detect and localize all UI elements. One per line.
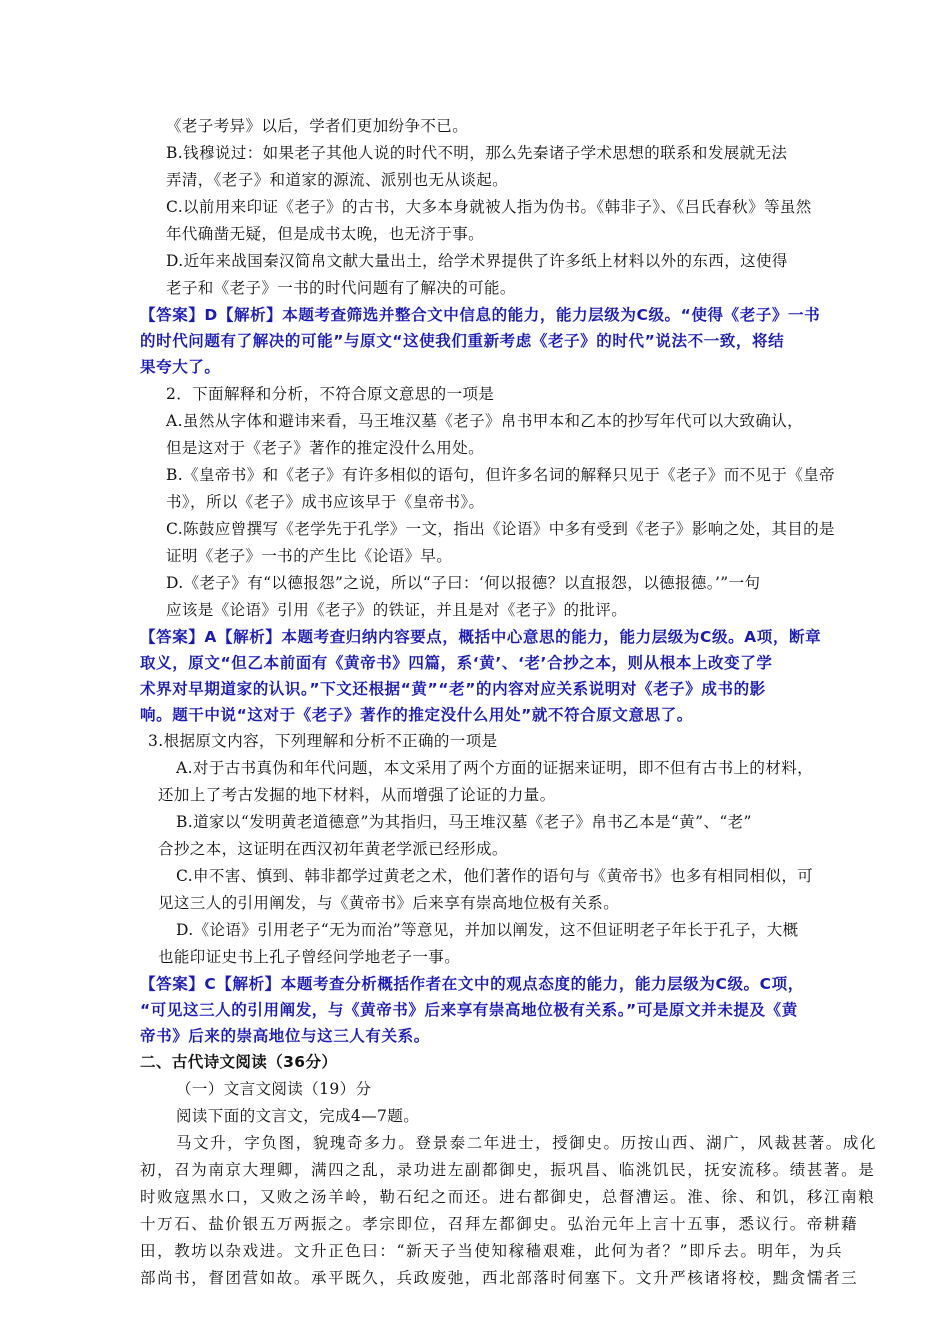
text-line: B.道家以“发明黄老道德意”为其指归，马王堆汉墓《老子》帛书乙本是“黄”、“老”	[176, 813, 752, 831]
text-line: 也能印证史书上孔子曾经问学地老子一事。	[158, 948, 461, 966]
answer-line: 【答案】C【解析】本题考查分析概括作者在文中的观点态度的能力，能力层级为C级。C项，	[140, 975, 804, 993]
text-line: C.陈鼓应曾撰写《老学先于孔学》一文，指出《论语》中多有受到《老子》影响之处，其目的是	[166, 520, 835, 538]
text-line: 马文升，字负图，貌瑰奇多力。登景泰二年进士，授御史。历按山西、湖广，风裁甚著。成化	[176, 1134, 878, 1152]
text-line: 证明《老子》一书的产生比《论语》早。	[166, 547, 453, 565]
text-line: 还加上了考古发掘的地下材料，从而增强了论证的力量。	[158, 786, 556, 804]
text-line: D.近年来战国秦汉简帛文献大量出土，给学术界提供了许多纸上材料以外的东西，这使得	[166, 252, 788, 270]
text-line: B.钱穆说过：如果老子其他人说的时代不明，那么先秦诸子学术思想的联系和发展就无法	[166, 144, 788, 162]
text-line: （一）文言文阅读（19）分	[176, 1080, 372, 1098]
text-line: 田，教坊以杂戏进。文升正色曰：“新天子当使知稼穑艰难，此何为者？”即斥去。明年，为兵	[140, 1242, 844, 1260]
answer-line: 果夸大了。	[140, 358, 221, 376]
answer-line: 术界对早期道家的认识。”下文还根据“黄”“老”的内容对应关系说明对《老子》成书的影	[140, 680, 766, 698]
text-line: 初，召为南京大理卿，满四之乱，录功进左副都御史，振巩昌、临洮饥民，抚安流移。绩甚著。是	[140, 1161, 876, 1179]
text-line: 老子和《老子》一书的时代问题有了解决的可能。	[166, 279, 516, 297]
text-line: 年代确凿无疑，但是成书太晚，也无济于事。	[166, 225, 485, 243]
text-line: 但是这对于《老子》著作的推定没什么用处。	[166, 439, 485, 457]
answer-line: 取义，原文“但乙本前面有《黄帝书》四篇，系‘黄’、‘老’合抄之本，则从根本上改变了学	[140, 654, 773, 672]
answer-line: 响。题干中说“这对于《老子》著作的推定没什么用处”就不符合原文意思了。	[140, 706, 693, 724]
text-line: 合抄之本，这证明在西汉初年黄老学派已经形成。	[158, 840, 508, 858]
answer-line: “可见这三人的引用阐发，与《黄帝书》后来享有崇高地位极有关系。”可是原文并未提及《黄	[140, 1001, 798, 1019]
text-line: 书》，所以《老子》成书应该早于《皇帝书》。	[166, 493, 485, 511]
text-line: 见这三人的引用阐发，与《黄帝书》后来享有崇高地位极有关系。	[158, 894, 620, 912]
text-line: 十万石、盐价银五万两振之。孝宗即位，召拜左都御史。弘治元年上言十五事，悉议行。帝耕藉	[140, 1215, 859, 1233]
text-line: 时败寇黑水口，又败之汤羊岭，勒石纪之而还。进右都御史，总督漕运。淮、徐、和饥，移江南粮	[140, 1188, 876, 1206]
text-line: A.对于古书真伪和年代问题，本文采用了两个方面的证据来证明，即不但有古书上的材料，	[176, 759, 814, 777]
answer-line: 【答案】D【解析】本题考查筛选并整合文中信息的能力，能力层级为C级。“使得《老子》一书	[140, 306, 821, 324]
text-line: 《老子考异》以后，学者们更加纷争不已。	[166, 117, 469, 135]
text-line: B.《皇帝书》和《老子》有许多相似的语句，但许多名词的解释只见于《老子》而不见于《皇帝	[166, 466, 836, 484]
text-line: 弄清，《老子》和道家的源流、派别也无从谈起。	[166, 171, 509, 189]
text-line: C.以前用来印证《老子》的古书，大多本身就被人指为伪书。《韩非子》、《吕氏春秋》等虽然	[166, 198, 812, 216]
text-line: 部尚书，督团营如故。承平既久，兵政废弛，西北部落时伺塞下。文升严核诸将校，黜贪懦者三	[140, 1269, 859, 1287]
answer-line: 【答案】A【解析】本题考查归纳内容要点，概括中心意思的能力，能力层级为C级。A项，断章	[140, 628, 822, 646]
answer-line: 的时代问题有了解决的可能”与原文“这使我们重新考虑《老子》的时代”说法不一致，将结	[140, 332, 785, 350]
text-line: A.虽然从字体和避讳来看，马王堆汉墓《老子》帛书甲本和乙本的抄写年代可以大致确认，	[166, 412, 804, 430]
text-line: 阅读下面的文言文，完成4—7题。	[176, 1107, 420, 1125]
text-line: 2．下面解释和分析，不符合原文意思的一项是	[166, 385, 495, 403]
text-line: D.《老子》有“以德报怨”之说，所以“子曰：‘何以报德？以直报怨，以德报德。’”一句	[166, 574, 761, 592]
text-line: C.申不害、慎到、韩非都学过黄老之术，他们著作的语句与《黄帝书》也多有相同相似，可	[176, 867, 814, 885]
text-line: 应该是《论语》引用《老子》的铁证，并且是对《老子》的批评。	[166, 601, 628, 619]
text-line: 3.根据原文内容，下列理解和分析不正确的一项是	[148, 732, 498, 750]
text-line: D.《论语》引用老子“无为而治”等意见，并加以阐发，这不但证明老子年长于孔子，大概	[176, 921, 799, 939]
section-heading: 二、古代诗文阅读（36分）	[140, 1053, 338, 1071]
answer-line: 帝书》后来的崇高地位与这三人有关系。	[140, 1027, 430, 1045]
